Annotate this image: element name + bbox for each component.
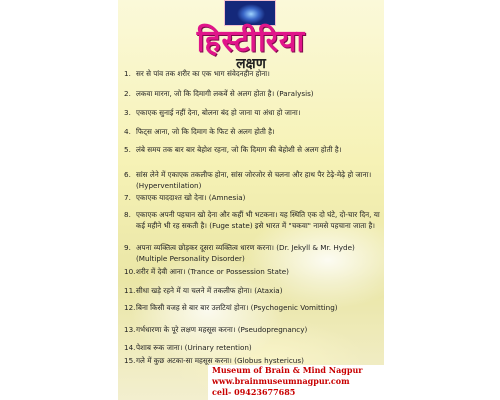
museum-footer: [208, 365, 384, 400]
item-text: सीधा खड़े रहने में या चलने में तकलीफ होना। (Ataxia): [136, 286, 283, 295]
item-number: 5.: [124, 145, 131, 154]
item-number: 10.: [124, 267, 136, 276]
list-item: [124, 144, 382, 155]
list-item: [124, 68, 382, 79]
hysteria-poster: [118, 0, 384, 400]
museum-phone: cell- 09423677685: [212, 387, 296, 397]
list-item: [124, 169, 382, 191]
museum-name: Museum of Brain & Mind Nagpur: [212, 365, 363, 375]
item-text: पेशाब रूक जाना। (Urinary retention): [136, 343, 252, 352]
item-text: लंबे समय तक बार बार बेहोश रहना, जो कि दिमाग की बेहोशी से अलग होती है।: [136, 145, 342, 154]
list-item: [124, 192, 382, 203]
brain-image: [224, 0, 276, 26]
list-item: [124, 88, 382, 99]
list-item: [124, 266, 382, 277]
item-text: लकवा मारना, जो कि दिमागी लकवें से अलग होता है। (Paralysis): [136, 89, 314, 98]
list-item: [124, 342, 382, 353]
item-number: 14.: [124, 343, 136, 352]
poster-subtitle: लक्षण: [236, 56, 266, 72]
item-text: सांस लेने में एकाएक तकलीफ होना, सांस जोरजोर से चलना और हाथ पैर टेढ़े-मेढ़े हो जाना। (Hyperventilation): [136, 170, 372, 190]
list-item: [124, 126, 382, 137]
item-number: 3.: [124, 108, 131, 117]
poster-title: हिस्टीरिया: [196, 24, 306, 59]
item-text: सर से पांव तक शरीर का एक भाग संवेदनहीन होना।: [136, 69, 270, 78]
item-number: 1.: [124, 69, 131, 78]
item-text: गले में कुछ अटका-सा महसूस करना। (Globus hystericus): [136, 356, 304, 365]
item-text: अपना व्यक्तित्व छोड़कर दूसरा व्यक्तित्व धारण करना। (Dr. Jekyll & Mr. Hyde) (Multiple Personality Disorder): [136, 243, 355, 263]
list-item: [124, 242, 382, 264]
item-text: फिट्स आना, जो कि दिमाग के फिट से अलग होती है।: [136, 127, 275, 136]
item-number: 6.: [124, 170, 131, 179]
item-text: गर्भधारणा के पूरे लक्षण महसूस करना। (Pseudopregnancy): [136, 325, 308, 334]
list-item: [124, 302, 382, 313]
item-number: 9.: [124, 243, 131, 252]
item-number: 8.: [124, 210, 131, 219]
list-item: [124, 209, 382, 231]
museum-website: www.brainmuseumnagpur.com: [212, 376, 350, 386]
list-item: [124, 107, 382, 118]
item-number: 13.: [124, 325, 136, 334]
item-text: शरीर में देवी आना। (Trance or Possession State): [136, 267, 289, 276]
list-item: [124, 285, 382, 296]
item-number: 7.: [124, 193, 131, 202]
item-text: एकाएक सुनाई नहीं देना, बोलना बंद हो जाना या अंधा हो जाना।: [136, 108, 301, 117]
item-text: एकाएक अपनी पहचान खो देना और कहीं भी भटकना। यह स्थिति एक दो घंटे, दो-चार दिन, या कई महीने भी रह सकती है। (Fuge state) इसे भारत में "चकवा" नामसे पहचाना जाता है।: [136, 210, 380, 230]
item-number: 12.: [124, 303, 136, 312]
item-number: 4.: [124, 127, 131, 136]
item-number: 2.: [124, 89, 131, 98]
item-number: 11.: [124, 286, 136, 295]
item-number: 15.: [124, 356, 136, 365]
item-text: एकाएक याददाश्त खो देना। (Amnesia): [136, 193, 246, 202]
item-text: बिना किसी वजह से बार बार उलटियां होना। (Psychogenic Vomitting): [136, 303, 338, 312]
list-item: [124, 324, 382, 335]
